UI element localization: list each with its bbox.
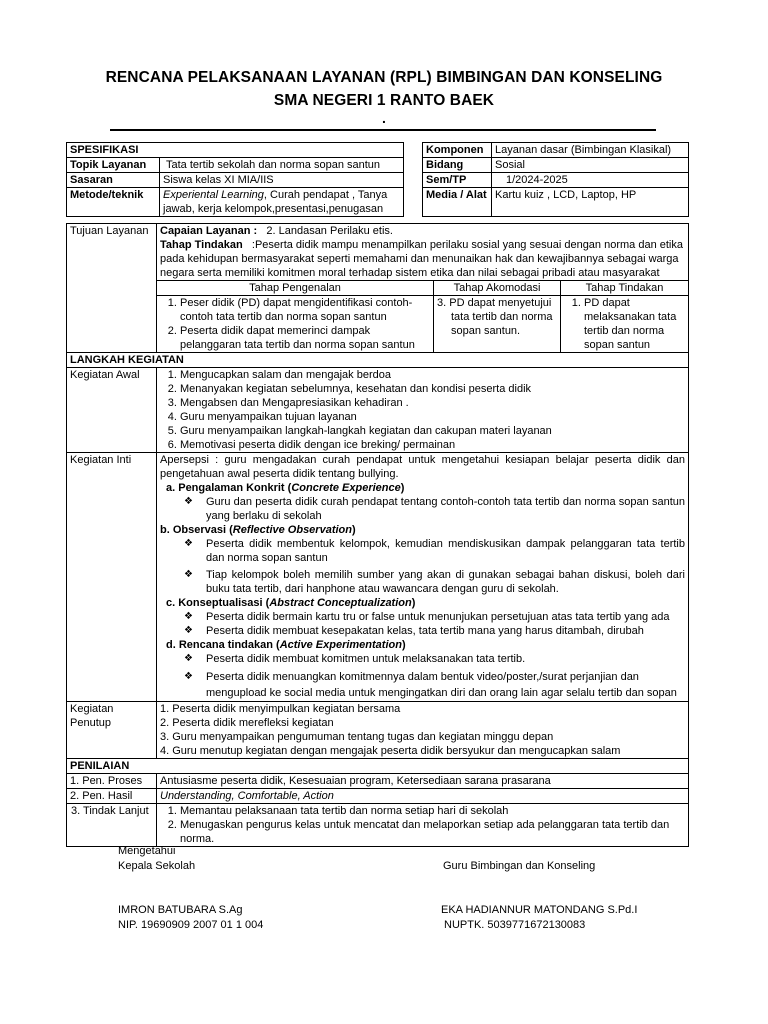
tindakan-text: :Peserta didik mampu menampilkan perilaku sosial yang sesuai dengan norma dan etika pada kehidupan bermasyarakat seperti memahami dan menunaikan hak dan kewajibannya sebagai warga negara serta memiliki komitmen moral terhadap sistem etika dan nilai sebagai pribadi atau masyarakat [160,239,683,279]
document-title: RENCANA PELAKSANAAN LAYANAN (RPL) BIMBINGAN DAN KONSELING [105,69,663,86]
list-item: 3. Mengabsen dan Mengapresiasikan kehadiran . [180,396,685,410]
inti-label: Kegiatan Inti [67,453,157,702]
section-d-title: d. Rencana tindakan (Active Experimentation) [166,639,406,651]
spec-value-media: Kartu kuiz , LCD, Laptop, HP [492,188,689,217]
list-item: 5. Guru menyampaikan langkah-langkah kegiatan dan cakupan materi layanan [180,424,685,438]
spec-value-topik: Tata tertib sekolah dan norma sopan santun [160,158,404,173]
guru-nuptk: NUPTK. 5039771672130083 [444,919,586,931]
section-a-title: a. Pengalaman Konkrit (Concrete Experience) [166,482,405,494]
stages-table [157,280,688,352]
spec-value-metode [160,188,404,217]
hasil-label: 2. Pen. Hasil [67,789,157,804]
stage-header-tindakan: Tahap Tindakan [561,281,689,296]
main-table [66,223,689,847]
spec-value-sasaran: Siswa kelas XI MIA/IIS [160,173,404,188]
row-tindak-lanjut [67,804,689,847]
list-item: 1. PD dapat melaksanakan tata tertib dan norma sopan santun [584,296,685,352]
diamond-bullet-icon: ❖ [184,625,193,636]
capaian-label: Capaian Layanan : [160,225,258,237]
kepala-title: Kepala Sekolah [118,860,196,872]
row-pen-hasil [67,789,689,804]
spec-label-sasaran: Sasaran [67,173,160,188]
guru-name: EKA HADIANNUR MATONDANG S.Pd.I [441,904,638,916]
list-item: 4. Guru menutup kegiatan dengan mengajak peserta didik bersyukur dan mengucapkan salam [160,745,621,757]
awal-content [157,368,689,453]
capaian-value: 2. Landasan Perilaku etis. [266,225,393,237]
list-item: 6. Memotivasi peserta didik dengan ice breking/ permainan [180,438,685,452]
spec-heading: SPESIFIKASI [67,143,404,158]
row-kegiatan-inti [67,453,689,702]
school-name: SMA NEGERI 1 RANTO BAEK [273,92,495,109]
langkah-heading: LANGKAH KEGIATAN [67,353,689,368]
list-item: 1. Memantau pelaksanaan tata tertib dan norma setiap hari di sekolah [180,804,685,818]
spec-table-left [66,142,404,217]
penutup-content [157,702,689,759]
kepala-name: IMRON BATUBARA S.Ag [118,904,243,916]
hasil-value: Understanding, Comfortable, Action [157,789,689,804]
diamond-bullet-icon: ❖ [184,653,193,664]
list-item: ❖ Peserta didik bermain kartu tru or false untuk menunjukan persetujuan atas tata tertib yang ada [184,611,670,623]
diamond-bullet-icon: ❖ [184,611,193,622]
list-item: 2. Menugaskan pengurus kelas untuk mencatat dan melaporkan setiap ada pelanggaran tata tertib dan norma. [180,818,685,846]
spec-label-bidang: Bidang [423,158,492,173]
kepala-nip: NIP. 19690909 2007 01 1 004 [118,919,264,931]
metode-italic: Experiental Learning [163,189,264,201]
list-item: ❖ Tiap kelompok boleh memilih sumber yang akan di gunakan sebagai bahan diskusi, boleh dari buku tata tertib, dari hanphone atau wawancara dengan guru di sekolah. [184,569,685,595]
diamond-bullet-icon: ❖ [184,496,193,507]
stage-header-akomodasi: Tahap Akomodasi [434,281,561,296]
list-item: ❖ Guru dan peserta didik curah pendapat tentang contoh-contoh tata tertib dan norma sopan santun yang berlaku di sekolah [184,496,685,522]
spec-label-metode: Metode/teknik [67,188,160,217]
proses-value: Antusiasme peserta didik, Kesesuaian program, Ketersediaan sarana prasarana [157,774,689,789]
spec-value-sem: 1/2024-2025 [492,173,689,188]
spec-label-komponen: Komponen [423,143,492,158]
list-item: 1. Peserta didik menyimpulkan kegiatan bersama [160,703,401,715]
title-underline [110,129,656,131]
tindakan-label: Tahap Tindakan [160,239,243,251]
stage-akomodasi [434,296,561,353]
row-pen-proses [67,774,689,789]
tindak-content [157,804,689,847]
list-item: 2. Menanyakan kegiatan sebelumnya, kesehatan dan kondisi peserta didik [180,382,685,396]
section-c-title: c. Konseptualisasi (Abstract Conceptualization) [166,597,416,609]
diamond-bullet-icon: ❖ [184,671,193,682]
list-item: 2. Peserta didik merefleksi kegiatan [160,717,334,729]
spec-label-topik: Topik Layanan [67,158,160,173]
list-item: 1. Mengucapkan salam dan mengajak berdoa [180,368,685,382]
diamond-bullet-icon: ❖ [184,569,193,580]
spec-table-right [422,142,689,217]
penilaian-heading: PENILAIAN [67,759,689,774]
list-item: ❖ Peserta didik membentuk kelompok, kemudian mendiskusikan dampak pelanggaran tata tertib dan norma sopan santun [184,538,685,564]
spec-value-bidang: Sosial [492,158,689,173]
list-item: 1. Peser didik (PD) dapat mengidentifikasi contoh-contoh tata tertib dan norma sopan santun [180,296,430,324]
row-kegiatan-penutup [67,702,689,759]
inti-content [157,453,689,702]
spec-value-komponen: Layanan dasar (Bimbingan Klasikal) [492,143,689,158]
list-item: ❖ Peserta didik menuangkan komitmennya dalam bentuk video/poster,/surat perjanjian dan mengupload ke social media untuk mengingatkan diri dan orang lain agar selalu tertib dan sopan [184,671,677,699]
list-item: 4. Guru menyampaikan tujuan layanan [180,410,685,424]
mengetahui-label: Mengetahui [118,845,176,857]
spec-label-sem: Sem/TP [423,173,492,188]
row-tujuan [67,224,689,353]
awal-label: Kegiatan Awal [67,368,157,453]
section-b-title: b. Observasi (Reflective Observation) [160,524,356,536]
tindak-label: 3. Tindak Lanjut [67,804,157,847]
list-item: ❖ Peserta didik membuat komitmen untuk melaksanakan tata tertib. [184,653,526,665]
diamond-bullet-icon: ❖ [184,538,193,549]
list-item: 2. Peserta didik dapat memerinci dampak pelanggaran tata tertib dan norma sopan santun [180,324,430,352]
list-item: 3. Guru menyampaikan pengumuman tentang tugas dan kegiatan minggu depan [160,731,554,743]
penutup-label: Kegiatan Penutup [67,702,157,759]
proses-label: 1. Pen. Proses [67,774,157,789]
tujuan-label: Tujuan Layanan [67,224,157,353]
akomodasi-text: 3. PD dapat menyetujui tata tertib dan norma sopan santun. [437,297,553,337]
stage-pengenalan [157,296,434,353]
row-kegiatan-awal [67,368,689,453]
apersepsi-text: Apersepsi : guru mengadakan curah pendapat untuk mengetahui kesiapan belajar peserta didik dan pengetahuan awal peserta didik tentang bullying. [160,454,685,480]
list-item: ❖ Peserta didik membuat kesepakatan kelas, tata tertib mana yang harus ditambah, dirubah [184,625,644,637]
guru-title: Guru Bimbingan dan Konseling [443,860,596,872]
title-dot: . [382,110,386,126]
spec-label-media: Media / Alat [423,188,492,217]
stage-tindakan [561,296,689,353]
metode-rest: , Curah pendapat , Tanya jawab, kerja kelompok,presentasi,penugasan [163,189,388,215]
stage-header-pengenalan: Tahap Pengenalan [157,281,434,296]
